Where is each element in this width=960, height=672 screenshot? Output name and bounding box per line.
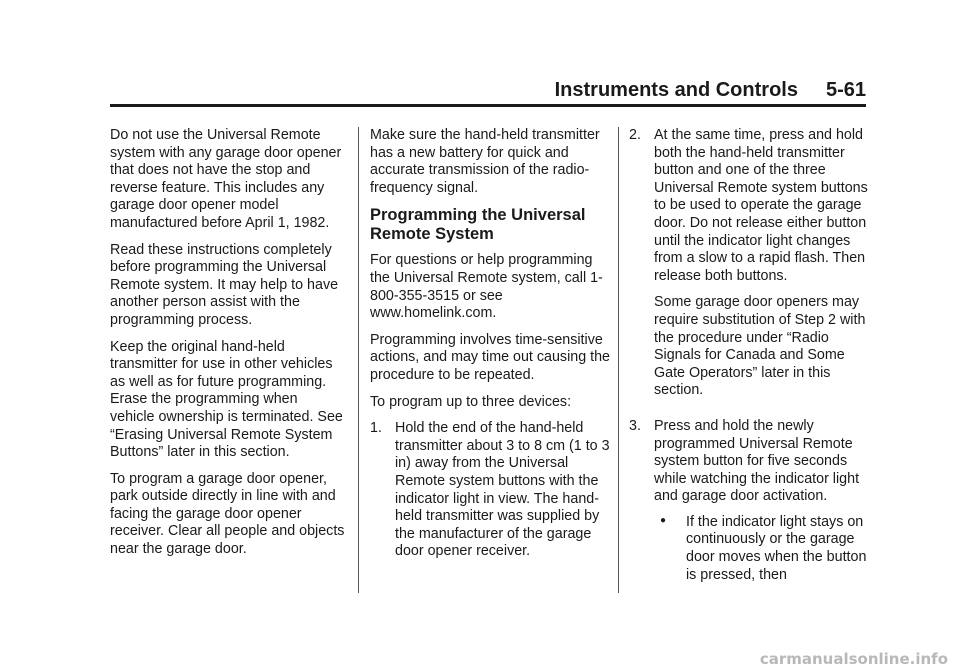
header-rule [110, 104, 866, 107]
step-number: 1. [370, 420, 382, 437]
paragraph: Make sure the hand-held transmitter has a new battery for quick and accurate transmission of the radio-frequency signal. [370, 127, 600, 196]
step-note: Some garage door openers may require substitution of Step 2 with the procedure under “Radio Signals for Canada and Some Gate Operators” later in this section. [654, 294, 866, 399]
bullet-icon: ● [660, 514, 667, 526]
step-number: 3. [629, 417, 641, 434]
page-number: 5-61 [825, 79, 866, 101]
paragraph: For questions or help programming the Universal Remote system, call 1-800-355-3515 or see www.homelink.com. [370, 252, 603, 322]
column-3 [629, 127, 869, 593]
page-header [110, 79, 866, 103]
paragraph: Programming involves time-sensitive actions, and may time out causing the procedure to be repeated. [370, 331, 611, 383]
paragraph: Read these instructions completely before programming the Universal Remote system. It may help to have another person assist with the programming process. [110, 241, 339, 328]
paragraph: Do not use the Universal Remote system with any garage door opener that does not have the stop and reverse feature. This includes any garage door opener model manufactured before April 1, 1982. [110, 127, 342, 231]
paragraph: Keep the original hand-held transmitter for use in other vehicles as well as for future programming. Erase the programming when vehicle ownership is terminated. See “Erasing Universal Remote System Buttons” later in this section. [110, 338, 343, 461]
step-1 [370, 420, 610, 561]
step-3 [629, 418, 869, 584]
step-text: At the same time, press and hold both the hand-held transmitter button and one of the three Universal Remote system buttons to be used to operate the garage door. Do not release either button until the indicator light changes from a slow to a rapid flash. Then release both buttons. [654, 127, 868, 284]
paragraph: To program a garage door opener, park outside directly in line with and facing the garage door opener receiver. Clear all people and objects near the garage door. [110, 470, 345, 558]
step-2 [629, 127, 869, 409]
step-text: Hold the end of the hand-held transmitter about 3 to 8 cm (1 to 3 in) away from the Universal Remote system buttons with the indicator light in view. The hand-held transmitter was supplied by the manufacturer of the garage door opener receiver. [395, 420, 610, 560]
step-number: 2. [629, 127, 641, 143]
step-text: Press and hold the newly programmed Universal Remote system button for five seconds while watching the indicator light and garage door activation. [654, 417, 860, 505]
bullet-text: If the indicator light stays on continuously or the garage door moves when the button is pressed, then [686, 513, 867, 583]
paragraph: To program up to three devices: [370, 393, 572, 410]
column-2 [370, 127, 610, 570]
section-title: Instruments and Controls [554, 79, 798, 101]
watermark: carmanualsonline.info [759, 650, 948, 668]
column-1 [110, 127, 346, 568]
section-heading: Programming the Universal Remote System [370, 206, 586, 244]
bullet-item [654, 514, 869, 584]
column-divider [618, 127, 619, 593]
column-divider [358, 127, 359, 593]
